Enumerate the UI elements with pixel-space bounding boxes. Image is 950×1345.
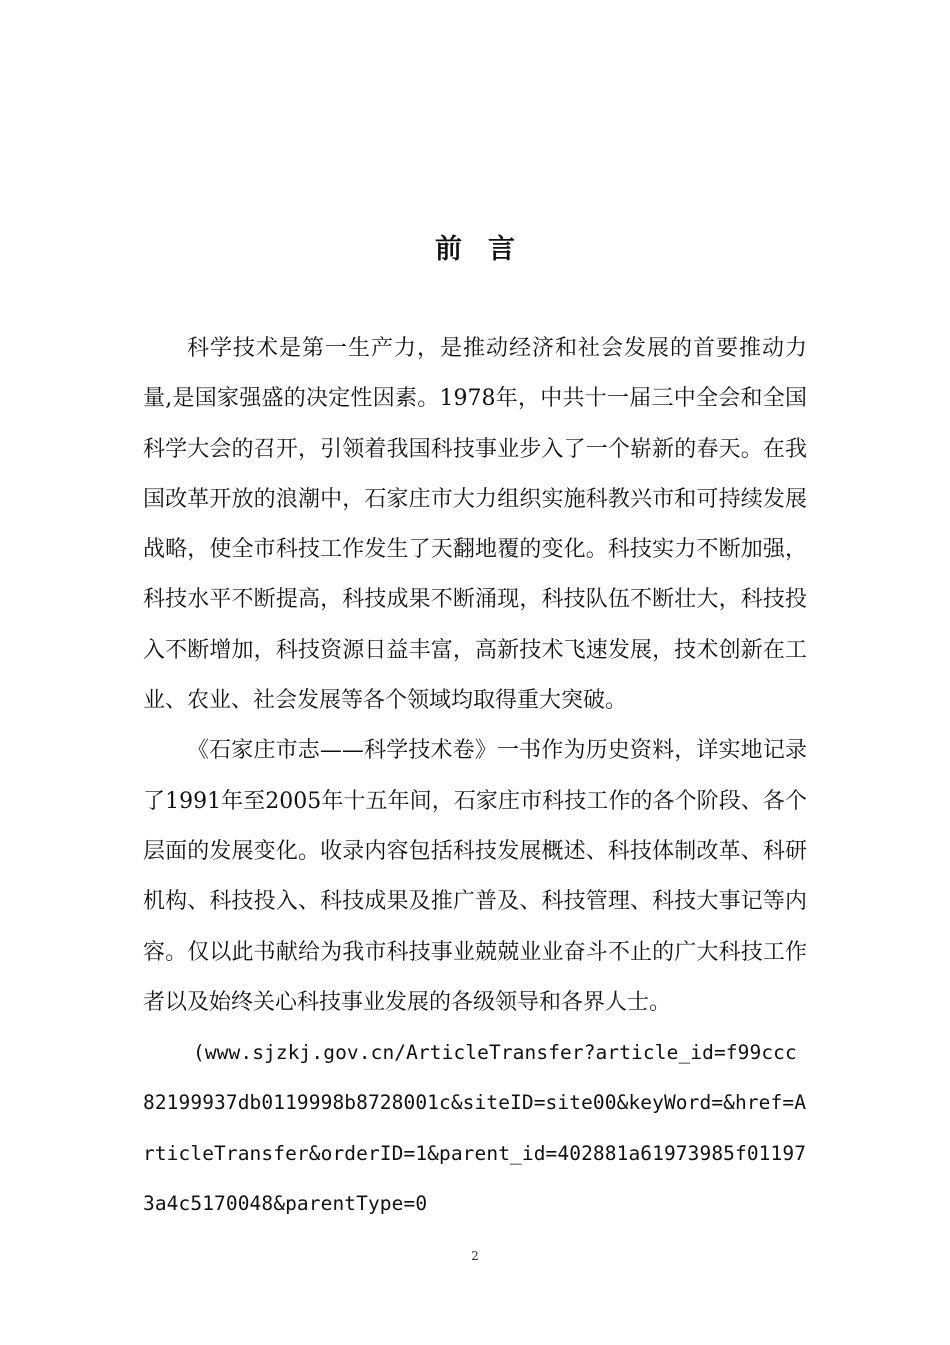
paragraph-book: 《石家庄市志——科学技术卷》一书作为历史资料，详实地记录了1991年至2005年十五年间，石家庄市科技工作的各个阶段、各个层面的发展变化。收录内容包括科技发展概述、科技体制改革、科研机构、科技投入、科技成果及推广普及、科技管理、科技大事记等内容。仅以此书献给为我市科技事业兢兢业业奋斗不止的广大科技工作者以及始终关心科技事业发展的各级领导和各界人士。 [143,738,807,1015]
source-url: (www.sjzkj.gov.cn/ArticleTransfer?article_id=f99ccc82199937db0119998b8728001c&siteID=site00&keyWord=&href=ArticleTransfer&orderID=1&parent_id=402881a61973985f011973a4c5170048&parentType=0 [143,1041,807,1216]
page-number: 2 [471,1249,479,1263]
page-title: 前言 [435,234,541,265]
body-text [143,324,807,1229]
paragraph-intro: 科学技术是第一生产力，是推动经济和社会发展的首要推动力量,是国家强盛的决定性因素。1978年，中共十一届三中全会和全国科学大会的召开，引领着我国科技事业步入了一个崭新的春天。在我国改革开放的浪潮中，石家庄市大力组织实施科教兴市和可持续发展战略，使全市科技工作发生了天翻地覆的变化。科技实力不断加强，科技水平不断提高，科技成果不断涌现，科技队伍不断壮大，科技投入不断增加，科技资源日益丰富，高新技术飞速发展，技术创新在工业、农业、社会发展等各个领域均取得重大突破。 [143,336,807,714]
